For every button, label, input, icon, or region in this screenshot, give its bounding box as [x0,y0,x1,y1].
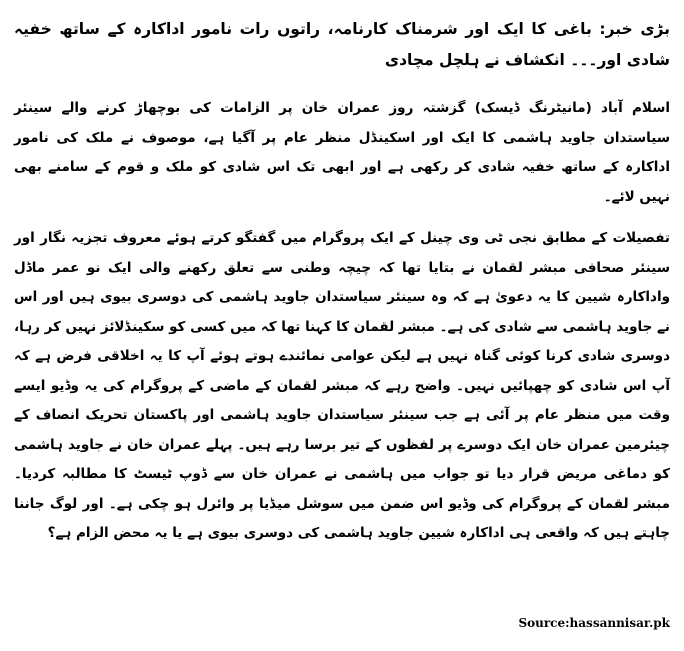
article-headline: بڑی خبر: باغی کا ایک اور شرمناک کارنامہ، راتوں رات نامور اداکارہ کے ساتھ خفیہ شادی اور۔۔۔ انکشاف نے ہلچل مچادی [14,20,670,69]
article-paragraph-details: تفصیلات کے مطابق نجی ٹی وی چینل کے ایک پروگرام میں گفتگو کرتے ہوئے معروف تجزیہ نگار اور سینئر صحافی مبشر لقمان نے بتایا تھا کہ چیچہ وطنی سے تعلق رکھنے والی ایک نو عمر ماڈل واداکارہ شیین کا یہ دعویٰ ہے کہ وہ سینئر سیاستدان جاوید ہاشمی کی دوسری بیوی ہیں اور اس نے جاوید ہاشمی سے شادی کی ہے۔ مبشر لقمان کا کہنا تھا کہ میں کسی کو سکینڈلائز نہیں کر رہا، دوسری شادی کرنا کوئی گناہ نہیں ہے لیکن عوامی نمائندے ہوتے ہوئے آپ کا یہ اخلاقی فرض ہے کہ آپ اس شادی کو چھپائیں نہیں۔ واضح رہے کہ مبشر لقمان کے ماضی کے پروگرام کی یہ وڈیو ایسے وقت میں منظر عام پر آئی ہے جب سینئر سیاستدان جاوید ہاشمی اور پاکستان تحریک انصاف کے چیئرمین عمران خان ایک دوسرے پر لفظوں کے تیر برسا رہے ہیں۔ پہلے عمران خان نے جاوید ہاشمی کو دماغی مریض قرار دیا تو جواب میں ہاشمی نے عمران خان سے ڈوپ ٹیسٹ کا مطالبہ کردیا۔ مبشر لقمان کے پروگرام کی وڈیو اس ضمن میں سوشل میڈیا پر وائرل ہو چکی ہے۔ اور لوگ جاننا چاہتے ہیں کہ واقعی ہی اداکارہ شیین جاوید ہاشمی کی دوسری بیوی ہے یا یہ محض الزام ہے؟ [14,230,670,541]
article-paragraph-intro: اسلام آباد (مانیٹرنگ ڈیسک) گزشتہ روز عمران خان پر الزامات کی بوچھاڑ کرنے والے سینئر سیاستدان جاوید ہاشمی کا ایک اور اسکینڈل منظر عام پر آگیا ہے، موصوف نے ملک کی نامور اداکارہ کے ساتھ خفیہ شادی کر رکھی ہے اور ابھی تک اس شادی کو ملک و قوم کے سامنے بھی نہیں لائے۔ [14,100,670,205]
source-credit: Source:hassannisar.pk [518,616,670,630]
article [14,14,670,561]
